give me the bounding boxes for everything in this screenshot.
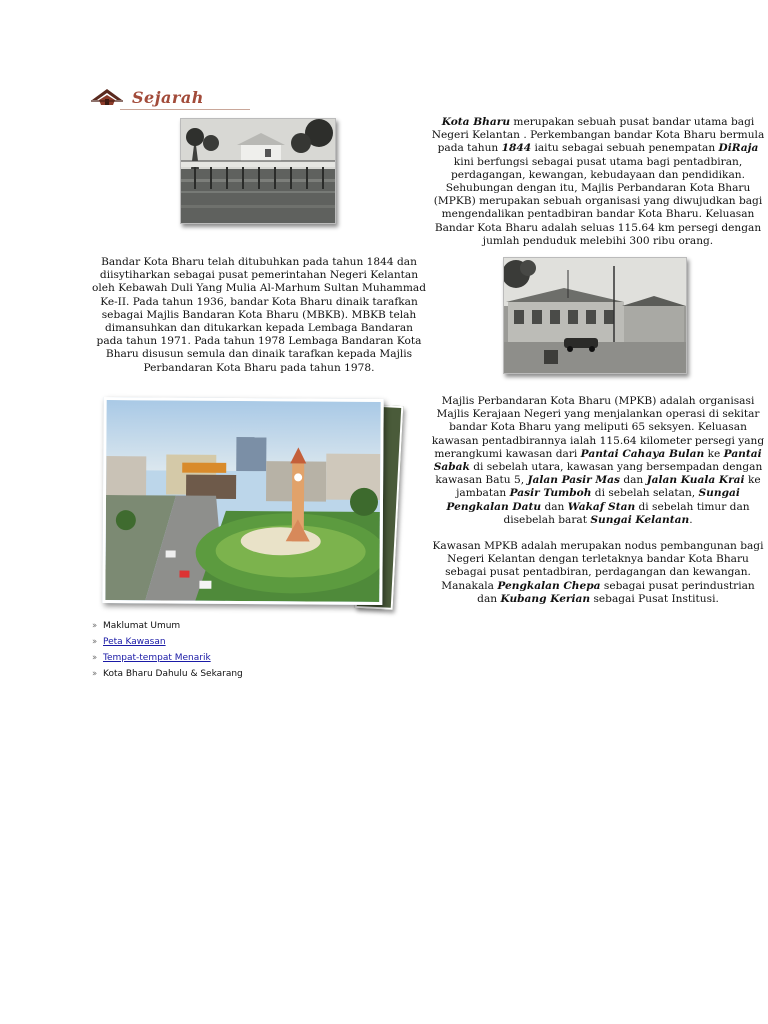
historic-building-photo <box>503 257 687 374</box>
body-text: . <box>689 513 693 526</box>
body-text: dan <box>619 474 647 487</box>
history-paragraph: Bandar Kota Bharu telah ditubuhkan pada tahun 1844 dan diisytiharkan sebagai pusat pemerintahan Negeri Kelantan oleh Kebawah Duli Yang Mulia Al-Marhum Sultan Muhammad Ke-II. Pada tahun 1936, bandar Kota Bharu dinaik tarafkan sebagai Majlis Bandaran Kota Bharu (MBKB). MBKB telah dimansuhkan dan ditukarkan kepada Lembaga Bandaran pada tahun 1971. Pada tahun 1978 Lembaga Bandaran Kota Bharu disusun semula dan dinaik tarafkan kepada Majlis Perbandaran Kota Bharu pada tahun 1978. <box>92 256 426 374</box>
double-chevron-right-icon: ›› <box>92 653 96 663</box>
historic-jetty-photo <box>180 118 336 224</box>
tempat-menarik-link[interactable]: Tempat-tempat Menarik <box>103 653 211 663</box>
list-item[interactable] <box>92 618 342 634</box>
double-chevron-right-icon: ›› <box>92 621 96 631</box>
emphasis-text: Jalan Pasir Mas <box>527 474 620 487</box>
emphasis-text: Pantai Cahaya Bulan <box>580 447 705 460</box>
peta-kawasan-link[interactable]: Peta Kawasan <box>103 637 166 647</box>
intro-paragraph <box>430 116 766 248</box>
body-text: di sebelah utara, kawasan yang bersempadan dengan kawasan Batu 5, <box>435 461 763 487</box>
body-text: di sebelah timur dan disebelah barat <box>503 500 750 526</box>
body-text: iaitu sebagai sebuah penempatan <box>531 142 719 155</box>
list-item[interactable] <box>92 634 342 650</box>
body-text: ke jambatan <box>456 474 761 500</box>
section-header <box>90 86 250 112</box>
link-label[interactable]: Kota Bharu Dahulu & Sekarang <box>103 669 243 679</box>
body-text: Majlis Perbandaran Kota Bharu (MPKB) adalah organisasi Majlis Kerajaan Negeri yang menjalankan operasi di sekitar bandar Kota Bharu yang meliputi 65 seksyen. Keluasan kawasan pentadbirannya ialah 115.64 kilometer persegi yang merangkumi kawasan dari <box>431 395 765 460</box>
body-text: ke <box>704 447 724 460</box>
double-chevron-right-icon: ›› <box>92 669 96 679</box>
emphasis-text: Sungai Kelantan <box>590 513 690 526</box>
emphasis-text: Sungai Pengkalan Datu <box>446 487 740 513</box>
body-text: Kawasan MPKB adalah merupakan nodus pembangunan bagi Negeri Kelantan dengan terletaknya bandar Kota Bharu sebagai pusat pentadbiran, perdagangan dan kewangan. Manakala <box>432 540 764 592</box>
emphasis-text: Pasir Tumboh <box>509 487 592 500</box>
emphasis-text: Pantai Sabak <box>433 447 762 474</box>
roof-logo-icon <box>90 86 124 108</box>
emphasis-text: Pengkalan Chepa <box>497 579 601 592</box>
body-text: sebagai Pusat Institusi. <box>590 592 719 605</box>
emphasis-text: 1844 <box>501 142 532 155</box>
header-divider <box>120 109 250 110</box>
body-text: merupakan sebuah pusat bandar utama bagi Negeri Kelantan . Perkembangan bandar Kota Bharu bermula pada tahun <box>431 116 765 155</box>
emphasis-text: Kota Bharu <box>441 116 511 128</box>
list-item[interactable] <box>92 650 342 666</box>
link-label[interactable]: Maklumat Umum <box>103 621 181 631</box>
body-text: sebagai pusat perindustrian dan <box>477 579 755 605</box>
mpkb-paragraph <box>430 395 766 527</box>
body-text: dan <box>541 500 568 513</box>
body-text: kini berfungsi sebagai pusat utama bagi pentadbiran, perdagangan, kewangan, kebudayaan dan pendidikan. Sehubungan dengan itu, Majlis Perbandaran Kota Bharu (MPKB) merupakan sebuah organisasi yang diwujudkan bagi mengendalikan pentadbiran bandar Kota Bharu. Keluasan Bandar Kota Bharu adalah seluas 115.64 km persegi dengan jumlah penduduk melebihi 300 ribu orang. <box>433 155 763 247</box>
emphasis-text: Wakaf Stan <box>567 500 636 513</box>
page-title: Sejarah <box>132 88 204 107</box>
development-paragraph <box>430 540 766 606</box>
modern-city-photo <box>102 397 383 605</box>
emphasis-text: Kubang Kerian <box>500 592 591 605</box>
related-links <box>92 618 342 682</box>
body-text: di sebelah selatan, <box>591 487 699 500</box>
emphasis-text: DiRaja <box>718 142 759 155</box>
double-chevron-right-icon: ›› <box>92 637 96 647</box>
emphasis-text: Jalan Kuala Krai <box>646 474 745 487</box>
list-item[interactable] <box>92 666 342 682</box>
